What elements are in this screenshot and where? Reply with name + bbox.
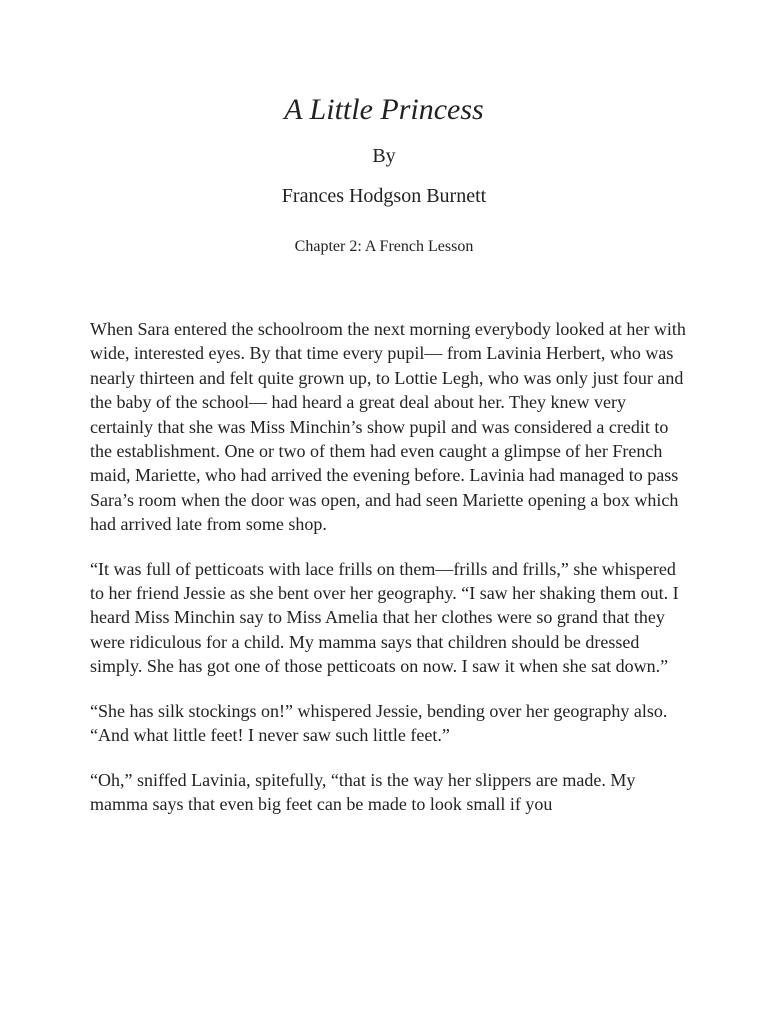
- body-text: [90, 317, 690, 836]
- author-name: Frances Hodgson Burnett: [281, 185, 487, 207]
- book-title: A Little Princess: [284, 93, 484, 126]
- paragraph: “Oh,” sniffed Lavinia, spitefully, “that is the way her slippers are made. My mamma says that even big feet can be made to look small if you: [90, 769, 636, 814]
- byline: By: [372, 145, 396, 167]
- paragraph: “It was full of petticoats with lace frills on them—frills and frills,” she whispered to her friend Jessie as she bent over her geography. “I saw her shaking them out. I heard Miss Minchin say to Miss Amelia that her clothes were so grand that they were ridiculous for a child. My mamma says that children should be dressed simply. She has got one of those petticoats on now. I saw it when she sat down.”: [90, 558, 679, 677]
- paragraph: “She has silk stockings on!” whispered Jessie, bending over her geography also. “And what little feet! I never saw such little feet.”: [90, 700, 668, 746]
- chapter-heading: Chapter 2: A French Lesson: [294, 238, 474, 255]
- paragraph: When Sara entered the schoolroom the next morning everybody looked at her with wide, interested eyes. By that time every pupil— from Lavinia Herbert, who was nearly thirteen and felt quite grown up, to Lottie Legh, who was only just four and the baby of the school— had heard a great deal about her. They knew very certainly that she was Miss Minchin’s show pupil and was considered a credit to the establishment. One or two of them had even caught a glimpse of her French maid, Mariette, who had arrived the evening before. Lavinia had managed to pass Sara’s room when the door was open, and had seen Mariette opening a box which had arrived late from some shop.: [90, 319, 686, 535]
